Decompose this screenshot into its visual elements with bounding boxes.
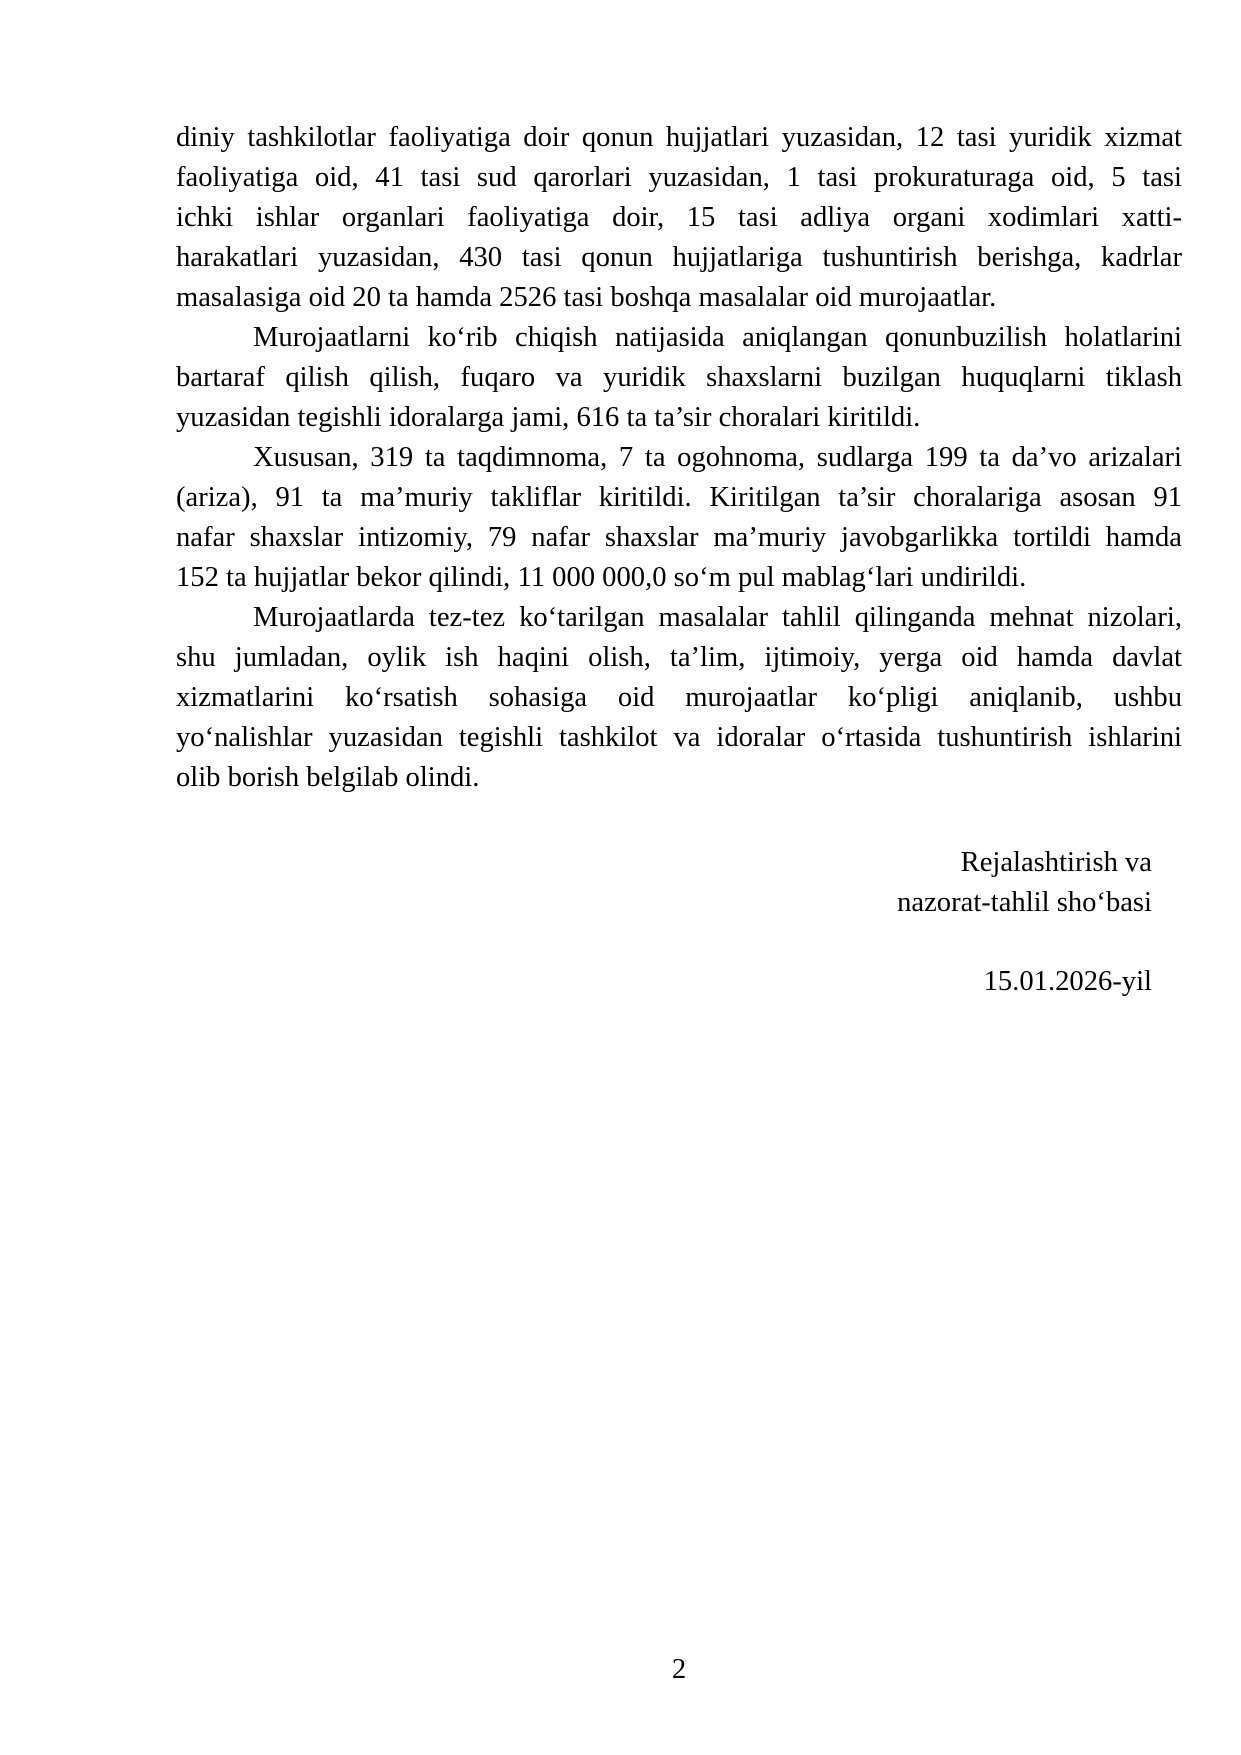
paragraph-line: olib borish belgilab olindi.: [176, 762, 480, 793]
paragraph: [176, 598, 1182, 798]
page-number: 2: [671, 1654, 687, 1685]
paragraph-line: 152 ta hujjatlar bekor qilindi, 11 000 000,0 so‘m pul mablag‘lari undirildi.: [176, 562, 1027, 593]
paragraph-line: (ariza), 91 ta ma’muriy takliflar kiritildi. Kiritilgan ta’sir choralariga asosan 91: [176, 482, 1182, 513]
paragraph-line: masalasiga oid 20 ta hamda 2526 tasi boshqa masalalar oid murojaatlar.: [176, 282, 997, 313]
paragraph-line: xizmatlarini ko‘rsatish sohasiga oid murojaatlar ko‘pligi aniqlanib, ushbu: [176, 682, 1182, 713]
signature-line-2: nazorat-tahlil sho‘basi: [897, 887, 1152, 918]
signature-line-1: Rejalashtirish va: [960, 847, 1152, 878]
paragraph-line: Murojaatlarda tez-tez ko‘tarilgan masalalar tahlil qilinganda mehnat nizolari,: [253, 602, 1182, 633]
paragraph-line: ichki ishlar organlari faoliyatiga doir, 15 tasi adliya organi xodimlari xatti-: [176, 202, 1182, 233]
paragraph-line: harakatlari yuzasidan, 430 tasi qonun hujjatlariga tushuntirish berishga, kadrlar: [176, 242, 1182, 273]
paragraph-line: Murojaatlarni ko‘rib chiqish natijasida aniqlangan qonunbuzilish holatlarini: [253, 322, 1182, 353]
paragraph-line: faoliyatiga oid, 41 tasi sud qarorlari yuzasidan, 1 tasi prokuraturaga oid, 5 tasi: [176, 162, 1182, 193]
paragraph: [176, 318, 1182, 438]
signature-block: [176, 843, 1152, 923]
text-block: [176, 118, 1182, 798]
paragraph-line: bartaraf qilish qilish, fuqaro va yuridik shaxslarni buzilgan huquqlarni tiklash: [176, 362, 1182, 393]
paragraph: [176, 438, 1182, 598]
paragraph-line: diniy tashkilotlar faoliyatiga doir qonun hujjatlari yuzasidan, 12 tasi yuridik xizmat: [176, 122, 1182, 153]
paragraph-line: nafar shaxslar intizomiy, 79 nafar shaxslar ma’muriy javobgarlikka tortildi hamda: [176, 522, 1182, 553]
date-line: 15.01.2026-yil: [983, 966, 1152, 997]
paragraph-line: Xususan, 319 ta taqdimnoma, 7 ta ogohnoma, sudlarga 199 ta da’vo arizalari: [253, 442, 1182, 473]
paragraph-line: shu jumladan, oylik ish haqini olish, ta’lim, ijtimoiy, yerga oid hamda davlat: [176, 642, 1182, 673]
paragraph-line: yo‘nalishlar yuzasidan tegishli tashkilot va idoralar o‘rtasida tushuntirish ishlarini: [176, 722, 1182, 753]
paragraph: [176, 118, 1182, 318]
paragraph-line: yuzasidan tegishli idoralarga jami, 616 ta ta’sir choralari kiritildi.: [176, 402, 921, 433]
